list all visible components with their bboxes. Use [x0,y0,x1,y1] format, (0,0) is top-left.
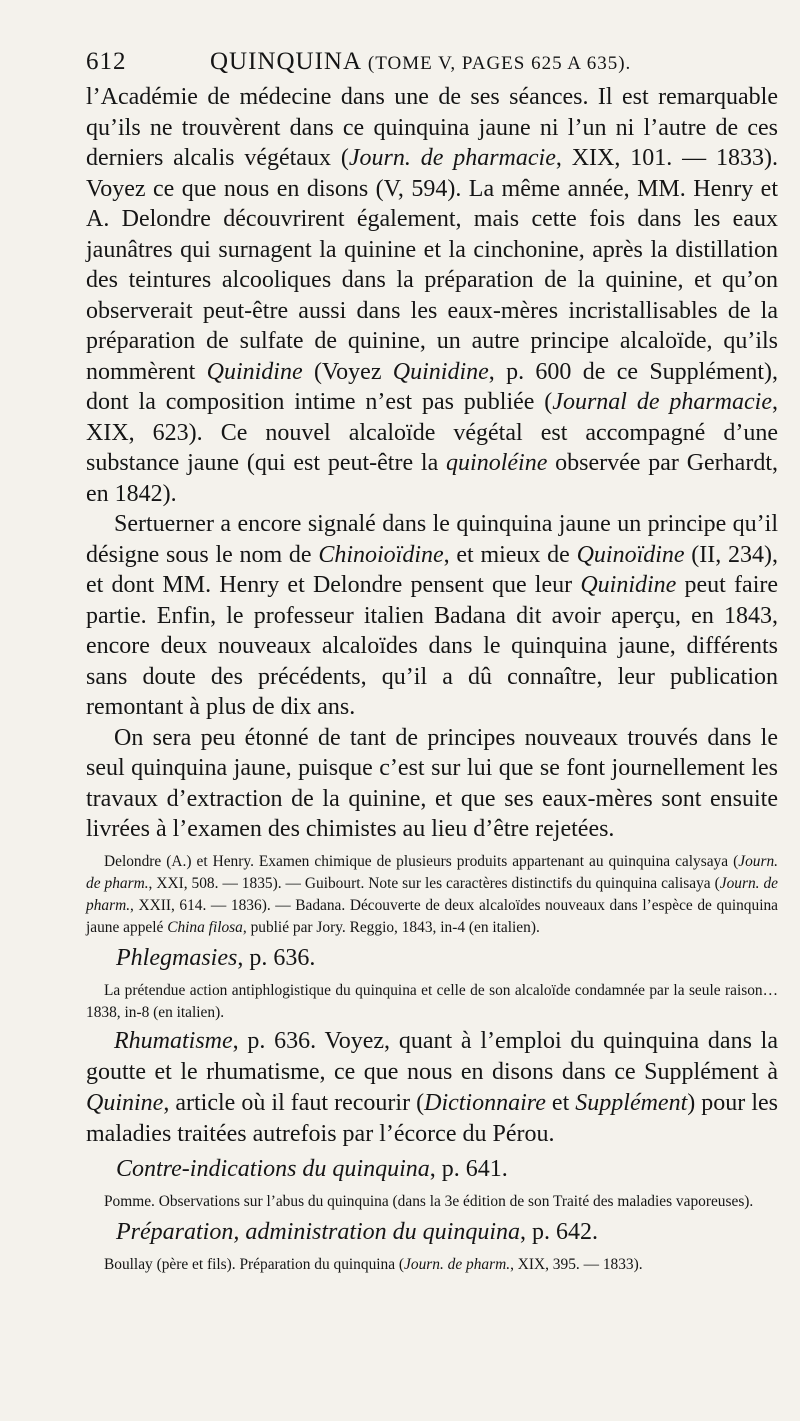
paragraph-1: l’Académie de médecine dans une de ses séances. Il est remarquable qu’ils ne trouvèrent dans ce quinquina jaune ni l’un ni l’autre de ces derniers alcalis végétaux (Journ. de pharmacie, XIX, 101. — 1833). Voyez ce que nous en disons (V, 594). La même année, MM. Henry et A. Delondre découvrirent également, mais cette fois dans les eaux jaunâtres qui surnagent la quinine et la cinchonine, après la distillation des teintures alcooliques dans la préparation de la quinine, et qu’on observerait peut-être aussi dans les eaux-mères incristallisables de la préparation de sulfate de quinine, un autre principe alcaloïde, qu’ils nommèrent Quinidine (Voyez Quinidine, p. 600 de ce Supplément), dont la composition intime n’est pas publiée (Journal de pharmacie, XIX, 623). Ce nouvel alcaloïde végétal est accompagné d’une substance jaune (qui est peut-être la quinoléine observée par Gerhardt, en 1842). [86,84,778,507]
subheading-contre-indications-page: , p. 641. [429,1155,508,1182]
paragraph-2: Sertuerner a encore signalé dans le quinquina jaune un principe qu’il désigne sous le nom de Chinoioïdine, et mieux de Quinoïdine (II, 234), et dont MM. Henry et Delondre pensent que leur Quinidine peut faire partie. Enfin, le professeur italien Badana dit avoir aperçu, en 1843, encore deux nouveaux alcaloïdes dans le quinquina jaune, différents sans doute des précédents, qu’il a dû connaître, leur publication remontant à plus de dix ans. [86,511,779,720]
subheading-phlegmasies [86,943,778,974]
subheading-phlegmasies-lead: Phlegmasies [116,944,238,971]
paragraph-3: On sera peu étonné de tant de principes nouveaux trouvés dans le seul quinquina jaune, puisque c’est sur lui que se font journellement les travaux d’extraction de la quinine, et que ses eaux-mères sont ensuite livrées à l’examen des chimistes au lieu d’être rejetées. [86,724,778,842]
subheading-phlegmasies-page: , p. 636. [237,944,316,971]
subheading-preparation-lead: Préparation, administration du quinquina [116,1218,521,1245]
page-number: 612 [86,48,127,75]
subheading-preparation-page: , p. 642. [520,1218,599,1245]
subheading-contre-indications-lead: Contre-indications du quinquina [116,1155,430,1182]
running-title [210,48,631,76]
page-body [86,82,778,1278]
reference-note-1: Delondre (A.) et Henry. Examen chimique de plusieurs produits appartenant au quinquina calysaya (Journ. de pharm., XXI, 508. — 1835). — Guibourt. Note sur les caractères distinctifs du quinquina calisaya (Journ. de pharm., XXII, 614. — 1836). — Badana. Découverte de deux alcaloïdes nouveaux dans l’espèce de quinquina jaune appelé China filosa, publié par Jory. Reggio, 1843, in-4 (en italien). [86,852,778,936]
reference-note-4: Boullay (père et fils). Préparation du quinquina (Journ. de pharm., XIX, 395. — 1833). [104,1255,643,1273]
reference-note-3: Pomme. Observations sur l’abus du quinquina (dans la 3e édition de son Traité des maladies vaporeuses). [104,1192,754,1210]
paragraph-rhumatisme: Rhumatisme, p. 636. Voyez, quant à l’emploi du quinquina dans la goutte et le rhumatisme, ce que nous en disons dans ce Supplément à Quinine, article où il faut recourir (Dictionnaire et Supplément) pour les maladies traitées autrefois par l’écorce du Pérou. [86,1027,778,1147]
subheading-preparation [86,1217,778,1248]
reference-note-2: La prétendue action antiphlogistique du quinquina et celle de son alcaloïde condamnée par la seule raison… 1838, in-8 (en italien). [86,981,778,1021]
running-header [86,48,686,82]
running-title-main: QUINQUINA [210,48,361,75]
subheading-contre-indications [86,1154,778,1185]
running-title-range: (TOME V, PAGES 625 A 635). [367,53,632,74]
